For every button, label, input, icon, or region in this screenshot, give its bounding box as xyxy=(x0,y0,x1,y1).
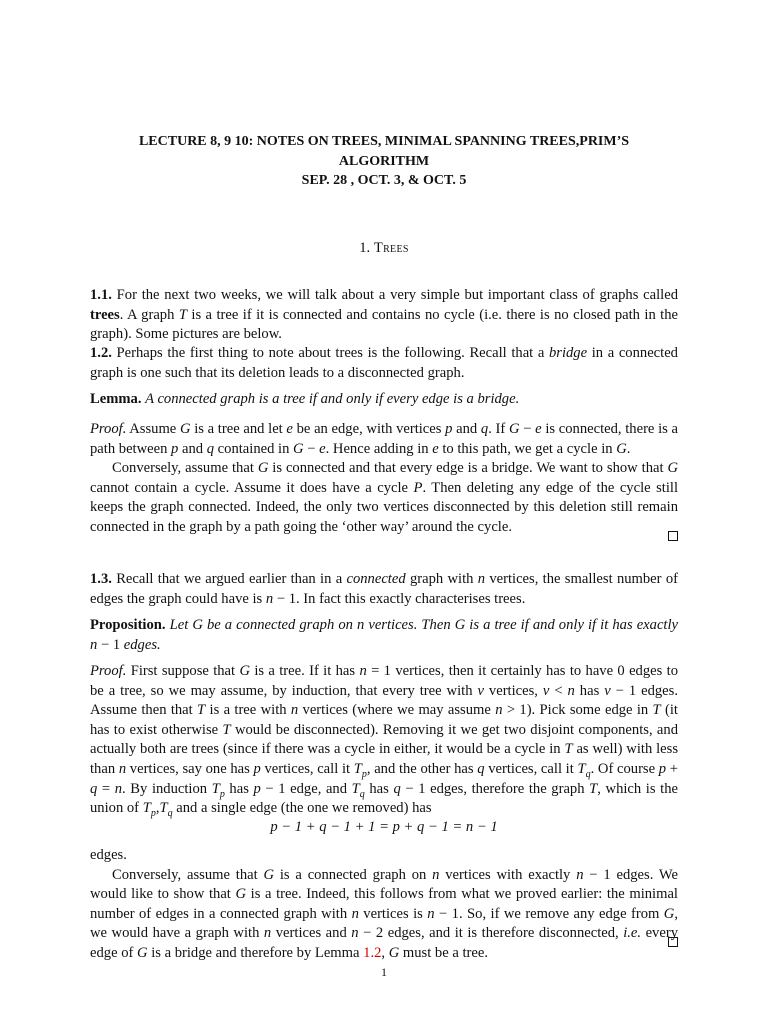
paragraph-1-3: 1.3. Recall that we argued earlier than in a connected graph with n vertices, the smallest number of edges the graph could have is n − 1. In fact this exactly characterises trees. xyxy=(90,571,678,607)
paragraph-number: 1.1. xyxy=(90,287,112,303)
proposition-proof-continued: edges. Conversely, assume that G is a connected graph on n vertices with exactly n − 1 edges. We would like to show that G is a tree. Indeed, this follows from what we proved earlier: the minimal number of edges in a connected graph with n vertices is n − 1. So, if we remove any edge from G, we would have a graph with n vertices and n − 2 edges, and it is therefore disconnected, i.e. every edge of G is a bridge and therefore by Lemma 1.2, G must be a tree. xyxy=(90,847,678,961)
paragraph-1-2: 1.2. Perhaps the first thing to note about trees is the following. Recall that a bridge in a connected graph is one such that its deletion leads to a disconnected graph. xyxy=(90,345,678,381)
paragraph-1-1: 1.1. For the next two weeks, we will talk about a very simple but important class of graphs called trees. A graph T is a tree if it is connected and contains no cycle (i.e. there is no closed path in the graph). Some pictures are below. xyxy=(90,287,679,343)
document-title xyxy=(90,132,678,191)
title-line-3: SEP. 28 , OCT. 3, & OCT. 5 xyxy=(301,173,467,188)
section-name: Trees xyxy=(373,240,409,256)
section-number: 1. xyxy=(359,240,371,256)
proof-label: Proof. xyxy=(90,663,127,679)
qed-symbol xyxy=(668,937,678,947)
edges-word: edges. xyxy=(90,847,127,863)
section-heading xyxy=(90,239,678,259)
title-line-2: ALGORITHM xyxy=(338,153,430,169)
paragraph-number: 1.3. xyxy=(90,571,112,587)
qed-symbol xyxy=(668,531,678,541)
lemma-reference-link[interactable]: 1.2 xyxy=(363,944,382,961)
proof-label: Proof. xyxy=(90,421,127,437)
proposition: Proposition. Let G be a connected graph on n vertices. Then G is a tree if and only if it has exactly n − 1 edges. xyxy=(90,617,679,653)
lemma-label: Lemma. xyxy=(90,391,142,407)
title-line-1: LECTURE 8, 9 10: NOTES ON TREES, MINIMAL SPANNING TREES,PRIM’S xyxy=(138,134,630,149)
page-number: 1 xyxy=(381,965,387,979)
lemma-proof: Proof. Assume G is a tree and let e be an edge, with vertices p and q. If G − e is connected, there is a path between p and q contained in G − e. Hence adding in e to this path, we get a cycle in G. Conversely, assume that G is connected and that every edge is a bridge. We want to show that G cannot contain a cycle. Assume it does have a cycle P. Then deleting any edge of the cycle still keeps the graph connected. Indeed, the only two vertices disconnected by this deletion still remain connected in the graph by a path going the ‘other way’ around the cycle. xyxy=(90,421,679,535)
display-equation: p − 1 + q − 1 + 1 = p + q − 1 = n − 1 xyxy=(270,819,498,835)
lemma xyxy=(90,390,678,410)
lemma-statement: A connected graph is a tree if and only if every edge is a bridge. xyxy=(145,391,520,407)
paragraph-number: 1.2. xyxy=(90,345,112,361)
proposition-proof: Proof. First suppose that G is a tree. If it has n = 1 vertices, then it certainly has to have 0 edges to be a tree, so we may assume, by induction, that every tree with v vertices, v < n has v − 1 edges. Assume then that T is a tree with n vertices (where we may assume n > 1). Pick some edge in T (it has to exist otherwise T would be disconnected). Removing it we get two disjoint components, and actually both are trees (since if there was a cycle in either, it would be a cycle in T as well) with less than n vertices, say one has p vertices, call it $T_p$, and the other has q vertices, call it $T_q$. Of course p + q = n. By induction $T_p$ has p − 1 edge, and $T_q$ has q − 1 edges, therefore the graph T, which is the union of $T_p,T_q$ and a single edge (the one we removed) has xyxy=(90,663,679,820)
proposition-label: Proposition. xyxy=(90,617,166,633)
